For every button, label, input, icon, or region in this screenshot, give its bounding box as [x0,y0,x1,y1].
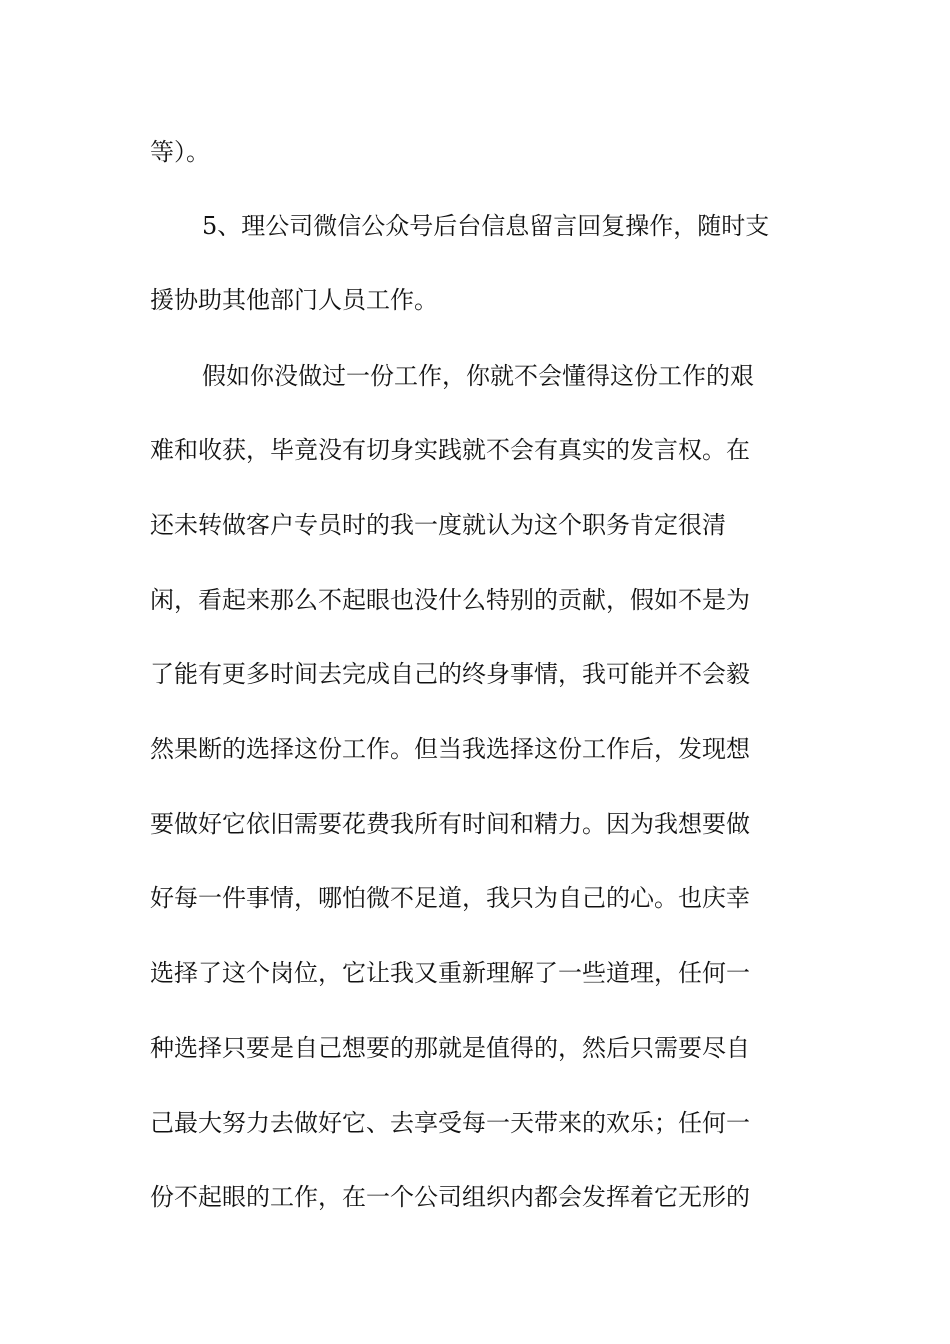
text-line [0,729,950,769]
text-line-content: 5、理公司微信公众号后台信息留言回复操作，随时支 [202,212,770,240]
text-line-content: 己最大努力去做好它、去享受每一天带来的欢乐；任何一 [150,1109,750,1137]
text-line-content: 难和收获，毕竟没有切身实践就不会有真实的发言权。在 [150,436,750,464]
text-line [0,280,950,320]
text-line-content: 假如你没做过一份工作，你就不会懂得这份工作的艰 [202,362,754,390]
text-line-content: 要做好它依旧需要花费我所有时间和精力。因为我想要做 [150,810,750,838]
text-line [0,878,950,918]
text-line [0,1177,950,1217]
text-line-content: 还未转做客户专员时的我一度就认为这个职务肯定很清 [150,511,726,539]
text-line [0,1028,950,1068]
text-line-content: 选择了这个岗位，它让我又重新理解了一些道理，任何一 [150,959,750,987]
text-line [0,356,950,396]
text-line-content: 等）。 [150,138,210,166]
text-line-content: 然果断的选择这份工作。但当我选择这份工作后，发现想 [150,735,750,763]
text-line-content: 份不起眼的工作，在一个公司组织内都会发挥着它无形的 [150,1183,750,1211]
text-line [0,580,950,620]
text-line [0,132,950,172]
text-line-content: 了能有更多时间去完成自己的终身事情，我可能并不会毅 [150,660,750,688]
text-line [0,505,950,545]
text-line [0,206,950,246]
text-line-content: 种选择只要是自己想要的那就是值得的，然后只需要尽自 [150,1034,750,1062]
text-line-content: 援协助其他部门人员工作。 [150,286,438,314]
text-line [0,953,950,993]
text-line [0,430,950,470]
text-line-content: 好每一件事情，哪怕微不足道，我只为自己的心。也庆幸 [150,884,750,912]
text-line-content: 闲，看起来那么不起眼也没什么特别的贡献，假如不是为 [150,586,750,614]
text-line [0,654,950,694]
text-line [0,1103,950,1143]
text-line [0,804,950,844]
